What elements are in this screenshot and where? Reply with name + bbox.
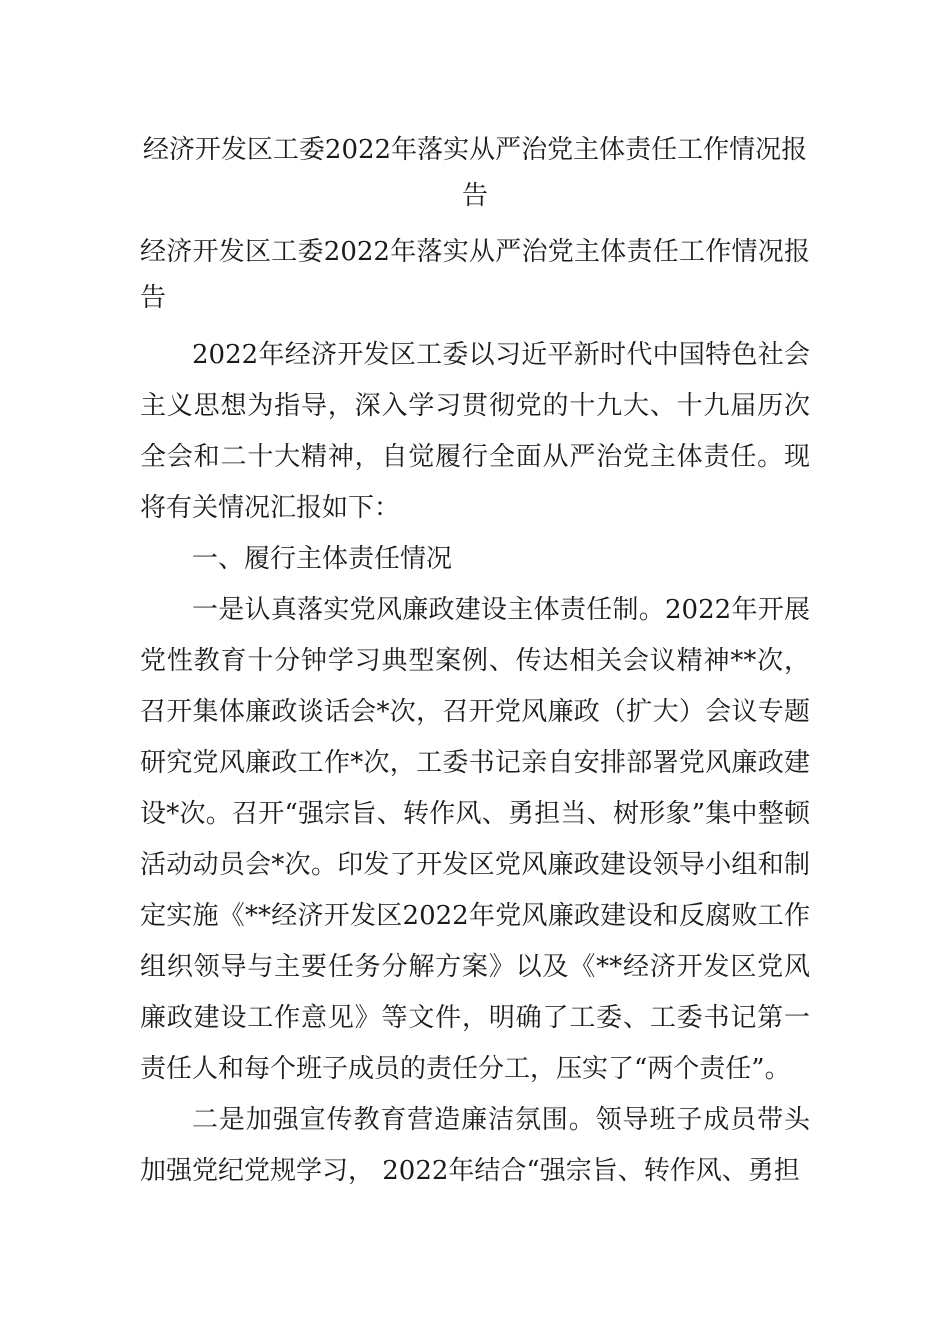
- document-body: [140, 330, 810, 1197]
- intro-paragraph: 2022年经济开发区工委以习近平新时代中国特色社会主义思想为指导，深入学习贯彻党的十九大、十九届历次全会和二十大精神，自觉履行全面从严治党主体责任。现将有关情况汇报如下：: [140, 340, 810, 523]
- document-title: 经济开发区工委2022年落实从严治党主体责任工作情况报告: [142, 135, 808, 211]
- section-heading: 一、履行主体责任情况: [192, 544, 453, 574]
- paragraph-item-2: 二是加强宣传教育营造廉洁氛围。领导班子成员带头加强党纪党规学习， 2022年结合“强宗旨、转作风、勇担: [140, 1105, 810, 1186]
- document-subtitle: 经济开发区工委2022年落实从严治党主体责任工作情况报告: [140, 237, 810, 313]
- paragraph-item-1: 一是认真落实党风廉政建设主体责任制。2022年开展党性教育十分钟学习典型案例、传达相关会议精神**次，召开集体廉政谈话会*次，召开党风廉政（扩大）会议专题研究党风廉政工作*次，工委书记亲自安排部署党风廉政建设*次。召开“强宗旨、转作风、勇担当、树形象”集中整顿活动动员会*次。印发了开发区党风廉政建设领导小组和制定实施《**经济开发区2022年党风廉政建设和反腐败工作组织领导与主要任务分解方案》以及《**经济开发区党风廉政建设工作意见》等文件，明确了工委、工委书记第一责任人和每个班子成员的责任分工，压实了“两个责任”。: [140, 595, 810, 1084]
